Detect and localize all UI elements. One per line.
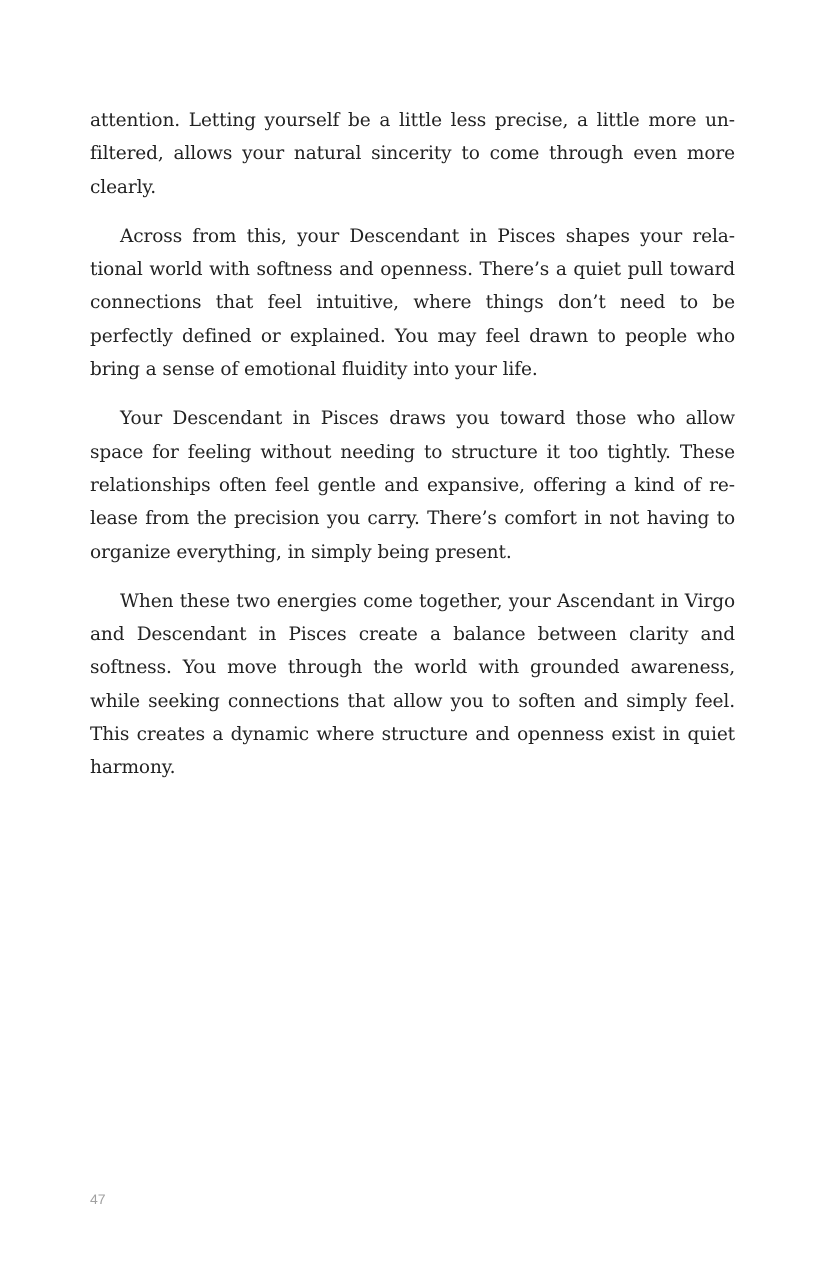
- paragraph-descendant-intro: Across from this, your Descendant in Pisces shapes your relational world with softness and openness. There’s a quiet pull toward connections that feel intuitive, where things don’t need to be perfectly defined or explained. You may feel drawn to people who bring a sense of emotional fluidity into your life.: [90, 225, 735, 381]
- paragraph-descendant-relationships: Your Descendant in Pisces draws you toward those who allow space for feeling without needing to structure it too tightly. These relationships often feel gentle and expansive, offering a kind of release from the precision you carry. There’s comfort in not having to organize everything, in simply being present.: [90, 408, 735, 563]
- page-number: 47: [90, 1191, 106, 1207]
- body-text: [90, 104, 735, 801]
- paragraph-balance: When these two energies come together, your Ascendant in Virgo and Descendant in Pisces create a balance between clarity and softness. You move through the world with grounded awareness, while seeking connections that allow you to soften and simply feel. This creates a dynamic where structure and openness exist in quiet harmony.: [90, 590, 735, 779]
- paragraph-continuation: attention. Letting yourself be a little less precise, a little more unfiltered, allows your natural sincerity to come through even more clearly.: [90, 110, 735, 198]
